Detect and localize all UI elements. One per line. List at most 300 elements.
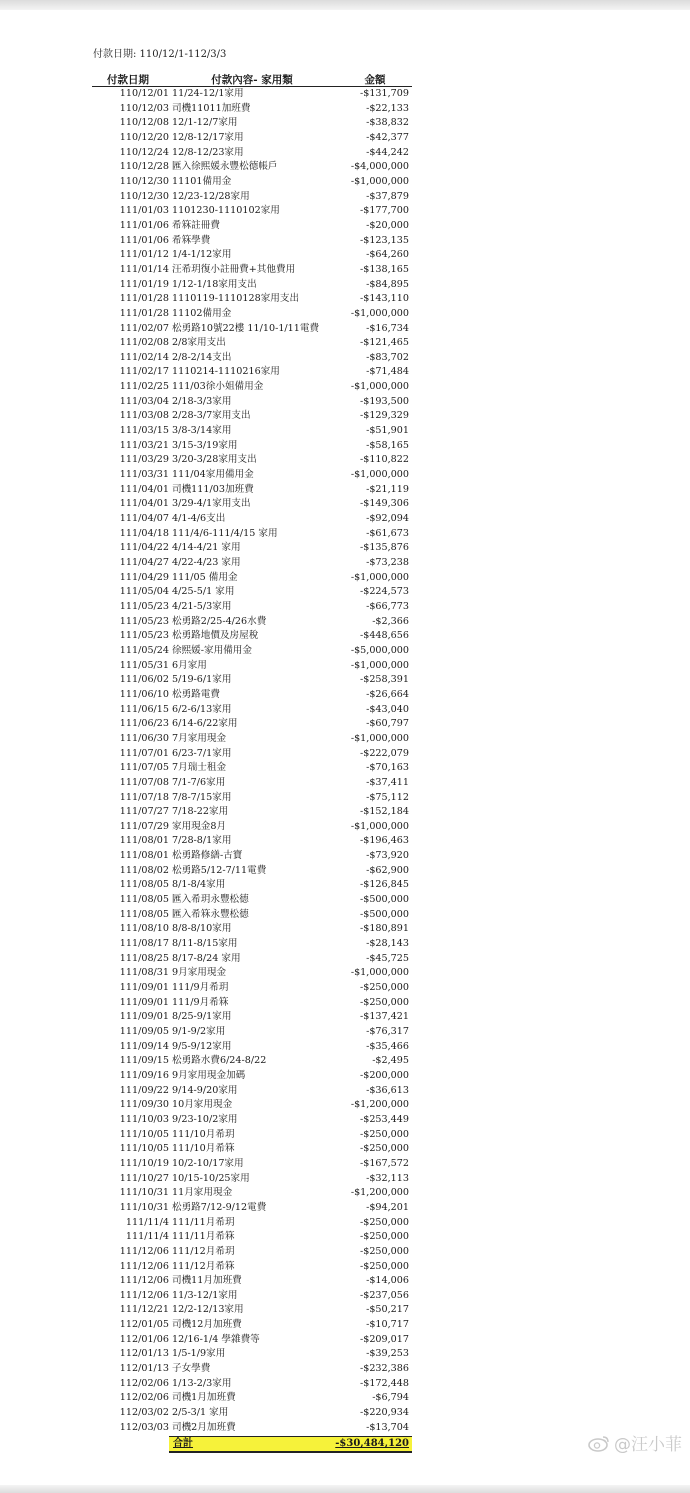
- row-description: 司機2月加班費: [172, 1421, 236, 1433]
- row-description: 6/2-6/13家用: [172, 703, 232, 715]
- table-row: [92, 1142, 412, 1157]
- table-row: [92, 1098, 412, 1113]
- row-amount: -$152,184: [359, 806, 409, 818]
- row-description: 111/11月希箖: [172, 1231, 235, 1243]
- row-amount: -$43,040: [366, 703, 409, 715]
- total-value: -$30,484,120: [335, 1438, 409, 1450]
- row-amount: -$137,421: [359, 1011, 409, 1023]
- row-date: 112/02/06: [119, 1392, 169, 1404]
- row-date: 112/01/05: [119, 1319, 169, 1331]
- row-amount: -$66,773: [366, 600, 409, 612]
- row-description: 111/12月希玥: [172, 1245, 235, 1257]
- table-row: [92, 497, 412, 512]
- row-amount: -$2,366: [372, 615, 409, 627]
- row-date: 112/02/06: [119, 1377, 169, 1389]
- row-amount: -$193,500: [359, 395, 409, 407]
- row-date: 111/09/01: [119, 996, 169, 1008]
- row-amount: -$1,000,000: [350, 381, 409, 393]
- row-description: 8/11-8/15家用: [172, 938, 238, 950]
- row-description: 111/11月希玥: [172, 1216, 235, 1228]
- row-description: 111/04家用備用金: [172, 469, 254, 481]
- row-amount: -$1,000,000: [350, 469, 409, 481]
- row-description: 8/25-9/1家用: [172, 1011, 232, 1023]
- row-amount: -$180,891: [359, 923, 409, 935]
- row-description: 1110214-1110216家用: [172, 366, 280, 378]
- row-amount: -$250,000: [359, 1245, 409, 1257]
- row-amount: -$36,613: [366, 1084, 409, 1096]
- header-date: 付款日期: [107, 74, 149, 86]
- row-description: 司機11月加班費: [172, 1275, 242, 1287]
- row-date: 111/03/08: [119, 410, 169, 422]
- table-row: [92, 102, 412, 117]
- row-amount: -$20,000: [366, 219, 409, 231]
- row-description: 2/5-3/1 家用: [172, 1407, 229, 1419]
- row-amount: -$143,110: [359, 293, 409, 305]
- row-amount: -$71,484: [366, 366, 409, 378]
- row-date: 111/05/23: [119, 615, 169, 627]
- row-description: 5/19-6/1家用: [172, 674, 232, 686]
- row-date: 111/08/17: [119, 938, 169, 950]
- table-row: [92, 1128, 412, 1143]
- row-amount: -$121,465: [359, 337, 409, 349]
- row-description: 6月家用: [172, 659, 207, 671]
- table-row: [92, 615, 412, 630]
- row-amount: -$110,822: [359, 454, 409, 466]
- row-date: 112/01/06: [119, 1333, 169, 1345]
- table-row: [92, 483, 412, 498]
- row-date: 112/03/03: [119, 1421, 169, 1433]
- row-date: 111/12/06: [119, 1260, 169, 1272]
- table-row: [92, 585, 412, 600]
- row-amount: -$250,000: [359, 982, 409, 994]
- row-description: 111/9月希玥: [172, 982, 229, 994]
- row-date: 111/12/21: [119, 1304, 169, 1316]
- row-description: 匯入希箖永豐松德: [172, 908, 249, 920]
- row-amount: -$1,000,000: [350, 571, 409, 583]
- table-row: [92, 307, 412, 322]
- table-row: [92, 1347, 412, 1362]
- table-row: [92, 131, 412, 146]
- table-row: [92, 234, 412, 249]
- row-amount: -$149,306: [359, 498, 409, 510]
- row-description: 松勇路5/12-7/11電費: [172, 864, 267, 876]
- table-row: [92, 380, 412, 395]
- row-date: 110/12/28: [119, 161, 169, 173]
- row-date: 111/10/19: [119, 1157, 169, 1169]
- row-date: 111/09/01: [119, 982, 169, 994]
- row-amount: -$237,056: [359, 1289, 409, 1301]
- table-row: [92, 336, 412, 351]
- row-description: 汪希玥復小註冊費+其他費用: [172, 263, 296, 275]
- row-date: 111/08/02: [119, 864, 169, 876]
- table-row: [92, 541, 412, 556]
- row-date: 111/09/22: [119, 1084, 169, 1096]
- row-amount: -$10,717: [366, 1319, 409, 1331]
- row-date: 111/01/06: [119, 219, 169, 231]
- row-amount: -$58,165: [366, 439, 409, 451]
- table-row: [92, 981, 412, 996]
- row-amount: -$84,895: [366, 278, 409, 290]
- row-description: 1/5-1/9家用: [172, 1348, 226, 1360]
- row-description: 司機111/03加班費: [172, 483, 254, 495]
- row-amount: -$138,165: [359, 263, 409, 275]
- row-description: 11月家用現金: [172, 1187, 233, 1199]
- row-amount: -$39,253: [366, 1348, 409, 1360]
- row-amount: -$250,000: [359, 996, 409, 1008]
- row-date: 111/07/08: [119, 776, 169, 788]
- row-description: 匯入希玥永豐松德: [172, 894, 249, 906]
- row-date: 111/12/06: [119, 1245, 169, 1257]
- row-description: 3/20-3/28家用支出: [172, 454, 257, 466]
- row-description: 希箖註冊費: [172, 219, 220, 231]
- row-amount: -$16,734: [366, 322, 409, 334]
- row-description: 11102備用金: [172, 307, 232, 319]
- row-date: 111/11/4: [125, 1216, 169, 1228]
- table-row: [92, 1274, 412, 1289]
- table-row: [92, 278, 412, 293]
- table-row: [92, 600, 412, 615]
- table-row: [92, 1186, 412, 1201]
- row-amount: -$1,000,000: [350, 820, 409, 832]
- table-row: [92, 1113, 412, 1128]
- row-description: 9月家用現金: [172, 967, 227, 979]
- table-row: [92, 322, 412, 337]
- row-description: 12/8-12/23家用: [172, 146, 244, 158]
- row-amount: -$26,664: [366, 688, 409, 700]
- row-description: 松勇路7/12-9/12電費: [172, 1201, 267, 1213]
- row-description: 7/18-22家用: [172, 806, 229, 818]
- row-amount: -$1,000,000: [350, 659, 409, 671]
- row-description: 4/22-4/23 家用: [172, 557, 241, 568]
- table-row: [92, 644, 412, 659]
- table-row: [92, 263, 412, 278]
- row-description: 松勇路電費: [172, 688, 220, 700]
- row-date: 111/12/06: [119, 1289, 169, 1301]
- row-amount: -$500,000: [359, 894, 409, 906]
- row-amount: -$62,900: [366, 864, 409, 876]
- row-description: 松勇路10號22樓 11/10-1/11電費: [172, 322, 320, 334]
- row-date: 110/12/01: [119, 88, 169, 99]
- row-date: 111/05/23: [119, 630, 169, 642]
- table-row: [92, 761, 412, 776]
- row-description: 1101230-1110102家用: [172, 205, 280, 217]
- row-description: 3/8-3/14家用: [172, 425, 232, 437]
- row-description: 10/2-10/17家用: [172, 1157, 244, 1169]
- table-row: [92, 468, 412, 483]
- total-label: 合計: [173, 1438, 193, 1450]
- document-page: [0, 10, 690, 1493]
- table-row: [92, 659, 412, 674]
- row-description: 12/2-12/13家用: [172, 1304, 244, 1316]
- row-amount: -$200,000: [359, 1069, 409, 1081]
- row-description: 8/1-8/4家用: [172, 879, 226, 891]
- row-date: 111/08/05: [119, 894, 169, 906]
- row-description: 匯入徐熙媛永豐松德帳戶: [172, 161, 278, 173]
- row-amount: -$232,386: [359, 1363, 409, 1375]
- row-date: 111/07/01: [119, 747, 169, 759]
- row-description: 7月家用現金: [172, 732, 227, 744]
- row-description: 8/8-8/10家用: [172, 923, 232, 935]
- table-row: [92, 747, 412, 762]
- table-row: [92, 732, 412, 747]
- row-description: 司機12月加班費: [172, 1319, 242, 1331]
- row-date: 110/12/30: [119, 190, 169, 202]
- row-description: 12/1-12/7家用: [172, 117, 238, 129]
- row-description: 6/23-7/1家用: [172, 747, 232, 759]
- top-edge: [0, 0, 690, 10]
- row-date: 111/02/14: [119, 351, 169, 363]
- row-date: 110/12/24: [119, 146, 169, 158]
- header-content: 付款內容- 家用類: [211, 74, 293, 86]
- row-amount: -$209,017: [359, 1333, 409, 1345]
- row-description: 7月瑞士租金: [172, 762, 227, 774]
- table-row: [92, 703, 412, 718]
- row-amount: -$13,704: [366, 1421, 409, 1433]
- table-row: [92, 1230, 412, 1245]
- row-amount: -$1,200,000: [350, 1187, 409, 1199]
- table-row: [92, 1172, 412, 1187]
- row-date: 111/04/29: [119, 571, 169, 583]
- row-date: 111/01/14: [119, 263, 169, 275]
- row-date: 111/04/27: [119, 557, 169, 568]
- row-amount: -$1,000,000: [350, 732, 409, 744]
- row-amount: -$83,702: [366, 351, 409, 363]
- table-row: [92, 292, 412, 307]
- row-date: 111/03/21: [119, 439, 169, 451]
- table-row: [92, 1010, 412, 1025]
- table-row: [92, 395, 412, 410]
- table-row: [92, 219, 412, 234]
- table-row: [92, 1391, 412, 1406]
- row-date: 111/05/24: [119, 644, 169, 656]
- row-date: 111/01/03: [119, 205, 169, 217]
- row-date: 111/06/30: [119, 732, 169, 744]
- row-date: 111/10/03: [119, 1113, 169, 1125]
- row-description: 12/23-12/28家用: [172, 190, 250, 202]
- row-description: 4/25-5/1 家用: [172, 586, 235, 598]
- row-date: 111/09/14: [119, 1040, 169, 1052]
- table-row: [92, 1157, 412, 1172]
- row-amount: -$44,242: [366, 146, 409, 158]
- table-row: [92, 996, 412, 1011]
- row-date: 111/06/10: [119, 688, 169, 700]
- row-date: 111/08/01: [119, 850, 169, 862]
- row-description: 11/3-12/1家用: [172, 1289, 238, 1301]
- row-date: 110/12/20: [119, 131, 169, 143]
- table-row: [92, 805, 412, 820]
- row-amount: -$1,000,000: [350, 307, 409, 319]
- row-amount: -$129,329: [359, 410, 409, 422]
- row-date: 111/04/01: [119, 483, 169, 495]
- table-row: [92, 204, 412, 219]
- row-description: 2/18-3/3家用: [172, 395, 232, 407]
- header-amount: 金額: [364, 74, 386, 86]
- row-date: 111/09/05: [119, 1026, 169, 1037]
- row-description: 7/28-8/1家用: [172, 835, 232, 847]
- row-description: 3/15-3/19家用: [172, 439, 238, 451]
- row-amount: -$6,794: [372, 1392, 409, 1404]
- row-amount: -$126,845: [359, 879, 409, 891]
- row-date: 111/08/31: [119, 967, 169, 979]
- table-row: [92, 1260, 412, 1275]
- row-date: 111/03/04: [119, 395, 169, 407]
- row-date: 111/04/22: [119, 542, 169, 554]
- table-row: [92, 351, 412, 366]
- table-row: [92, 1201, 412, 1216]
- row-amount: -$22,133: [366, 102, 409, 114]
- row-date: 111/06/02: [119, 674, 169, 686]
- total-row: [169, 1436, 412, 1453]
- row-date: 111/09/16: [119, 1069, 169, 1081]
- row-description: 司機1月加班費: [172, 1392, 236, 1404]
- row-amount: -$4,000,000: [350, 161, 409, 173]
- row-description: 希箖學費: [172, 234, 211, 246]
- row-description: 9/23-10/2家用: [172, 1113, 238, 1125]
- row-date: 111/02/07: [119, 322, 169, 334]
- row-amount: -$14,006: [366, 1275, 409, 1287]
- row-amount: -$1,000,000: [350, 175, 409, 187]
- row-amount: -$76,317: [366, 1026, 409, 1037]
- table-row: [92, 453, 412, 468]
- row-description: 子女學費: [172, 1363, 211, 1375]
- row-amount: -$51,901: [366, 425, 409, 437]
- row-date: 111/01/28: [119, 307, 169, 319]
- table-row: [92, 1054, 412, 1069]
- row-amount: -$73,238: [366, 557, 409, 568]
- row-amount: -$32,113: [366, 1172, 409, 1184]
- row-description: 111/12月希箖: [172, 1260, 235, 1272]
- row-amount: -$167,572: [359, 1157, 409, 1169]
- row-amount: -$92,094: [366, 513, 409, 525]
- row-description: 12/16-1/4 學雜費等: [172, 1333, 260, 1345]
- row-amount: -$2,495: [372, 1055, 409, 1067]
- row-date: 111/03/15: [119, 425, 169, 437]
- row-date: 111/08/01: [119, 835, 169, 847]
- table-row: [92, 439, 412, 454]
- row-amount: -$1,000,000: [350, 967, 409, 979]
- row-description: 6/14-6/22家用: [172, 718, 238, 730]
- row-description: 4/21-5/3家用: [172, 600, 232, 612]
- row-amount: -$222,079: [359, 747, 409, 759]
- row-date: 111/12/06: [119, 1275, 169, 1287]
- table-row: [92, 512, 412, 527]
- row-date: 111/01/28: [119, 293, 169, 305]
- row-amount: -$224,573: [359, 586, 409, 598]
- row-description: 3/29-4/1家用支出: [172, 498, 251, 510]
- table-row: [92, 1069, 412, 1084]
- row-description: 7/1-7/6家用: [172, 776, 226, 788]
- row-description: 111/10月希箖: [172, 1143, 235, 1155]
- row-description: 11/24-12/1家用: [172, 88, 244, 99]
- row-date: 111/11/4: [125, 1231, 169, 1243]
- table-row: [92, 1245, 412, 1260]
- row-amount: -$21,119: [366, 483, 409, 495]
- table-row: [92, 1289, 412, 1304]
- row-date: 110/12/03: [119, 102, 169, 114]
- row-date: 111/08/05: [119, 879, 169, 891]
- row-description: 111/05 備用金: [172, 571, 238, 583]
- row-description: 9月家用現金加碼: [172, 1069, 246, 1081]
- table-row: [92, 527, 412, 542]
- row-amount: -$250,000: [359, 1128, 409, 1140]
- table-row: [92, 922, 412, 937]
- row-description: 9/1-9/2家用: [172, 1026, 226, 1037]
- row-amount: -$135,876: [359, 542, 409, 554]
- row-amount: -$220,934: [359, 1407, 409, 1419]
- row-amount: -$61,673: [366, 527, 409, 539]
- row-date: 111/02/25: [119, 381, 169, 393]
- row-date: 111/01/06: [119, 234, 169, 246]
- row-date: 111/01/19: [119, 278, 169, 290]
- table-row: [92, 1362, 412, 1377]
- row-amount: -$38,832: [366, 117, 409, 129]
- table-row: [92, 190, 412, 205]
- table-row: [92, 146, 412, 161]
- row-amount: -$253,449: [359, 1113, 409, 1125]
- row-date: 111/10/05: [119, 1143, 169, 1155]
- row-date: 111/10/27: [119, 1172, 169, 1184]
- row-description: 111/4/6-111/4/15 家用: [172, 527, 278, 539]
- row-date: 111/02/08: [119, 337, 169, 349]
- row-date: 111/08/25: [119, 952, 169, 964]
- row-amount: -$1,200,000: [350, 1099, 409, 1111]
- row-date: 111/04/07: [119, 513, 169, 525]
- row-description: 12/8-12/17家用: [172, 131, 244, 143]
- payment-period: 付款日期: 110/12/1-112/3/3: [93, 49, 227, 60]
- row-amount: -$70,163: [366, 762, 409, 774]
- row-date: 111/10/31: [119, 1201, 169, 1213]
- row-amount: -$448,656: [359, 630, 409, 642]
- table-row: [92, 952, 412, 967]
- table-row: [92, 1421, 412, 1436]
- row-description: 4/1-4/6支出: [172, 513, 226, 525]
- row-date: 111/07/18: [119, 791, 169, 803]
- row-amount: -$37,411: [366, 776, 409, 788]
- row-amount: -$177,700: [359, 205, 409, 217]
- table-row: [92, 688, 412, 703]
- row-description: 10/15-10/25家用: [172, 1172, 250, 1184]
- row-description: 9/14-9/20家用: [172, 1084, 238, 1096]
- row-date: 112/03/02: [119, 1407, 169, 1419]
- row-date: 111/10/31: [119, 1187, 169, 1199]
- watermark-text: @汪小菲: [614, 1435, 682, 1455]
- table-row: [92, 116, 412, 131]
- row-amount: -$42,377: [366, 131, 409, 143]
- row-description: 1/13-2/3家用: [172, 1377, 232, 1389]
- row-date: 111/10/05: [119, 1128, 169, 1140]
- weibo-logo-icon: [588, 1434, 610, 1452]
- row-amount: -$123,135: [359, 234, 409, 246]
- row-description: 1/12-1/18家用支出: [172, 278, 257, 290]
- table-body: [92, 87, 412, 1435]
- row-date: 111/05/31: [119, 659, 169, 671]
- row-amount: -$64,260: [366, 249, 409, 261]
- row-amount: -$196,463: [359, 835, 409, 847]
- table-row: [92, 556, 412, 571]
- row-description: 9/5-9/12家用: [172, 1040, 232, 1052]
- row-amount: -$94,201: [366, 1201, 409, 1213]
- table-row: [92, 424, 412, 439]
- table-row: [92, 1377, 412, 1392]
- row-date: 111/05/23: [119, 600, 169, 612]
- row-description: 11101備用金: [172, 175, 232, 187]
- row-description: 松勇路2/25-4/26水費: [172, 615, 267, 627]
- table-row: [92, 1084, 412, 1099]
- row-date: 111/02/17: [119, 366, 169, 378]
- table-row: [92, 248, 412, 263]
- row-date: 111/04/01: [119, 498, 169, 510]
- table-row: [92, 1318, 412, 1333]
